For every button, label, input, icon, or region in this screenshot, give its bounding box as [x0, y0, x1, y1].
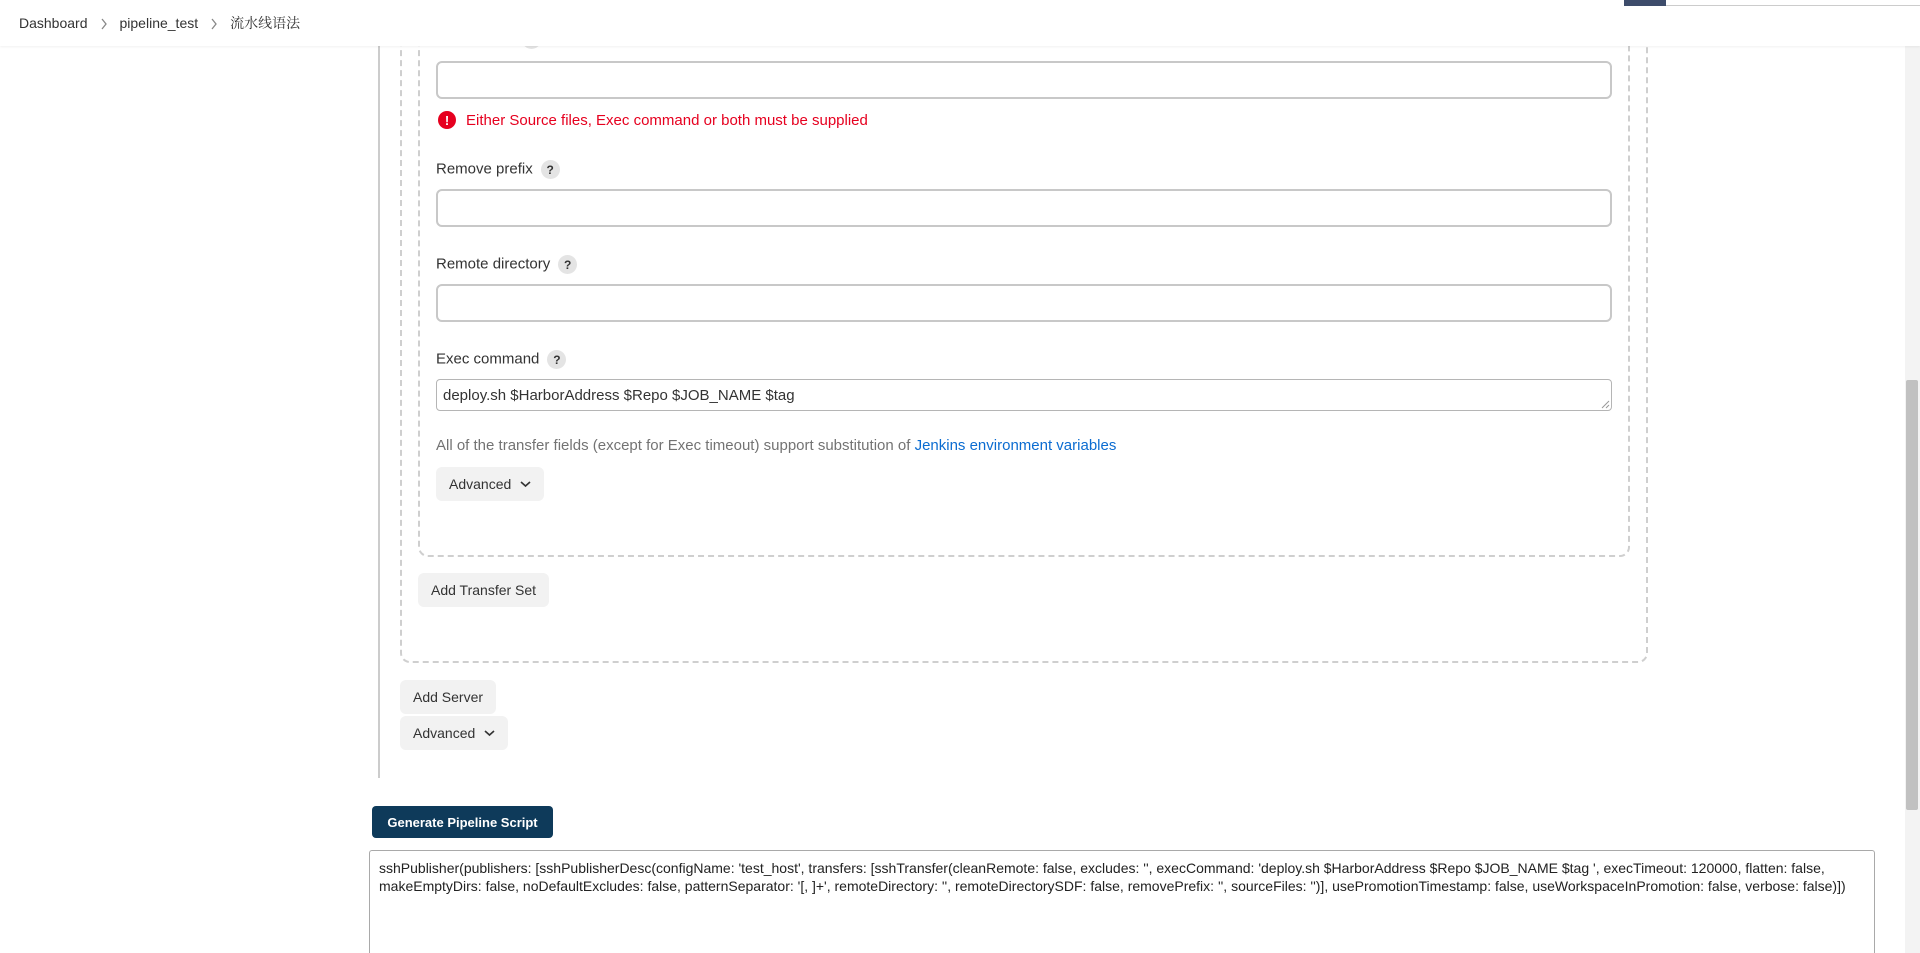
remote-directory-label-text: Remote directory [436, 255, 551, 273]
chevron-down-icon [484, 729, 495, 737]
resize-handle-icon[interactable] [1600, 399, 1610, 409]
scrollbar-thumb[interactable] [1906, 380, 1918, 810]
exec-command-label [436, 350, 566, 369]
divider [1666, 5, 1920, 6]
substitution-hint [436, 437, 1116, 454]
remote-directory-input[interactable] [436, 284, 1612, 322]
help-icon[interactable]: ? [541, 160, 560, 179]
section-divider [378, 46, 380, 778]
breadcrumb-pipeline-test[interactable]: pipeline_test [119, 15, 199, 31]
advanced-transfer-label: Advanced [449, 476, 512, 492]
chevron-down-icon [520, 480, 531, 488]
advanced-server-button[interactable] [400, 716, 508, 750]
validation-error [438, 111, 868, 129]
add-transfer-set-button[interactable] [418, 573, 549, 607]
breadcrumb-pipeline-syntax[interactable]: 流水线语法 [230, 15, 301, 31]
add-transfer-set-label: Add Transfer Set [431, 582, 537, 598]
hint-text: All of the transfer fields (except for Exec timeout) support substitution of [436, 437, 915, 454]
help-icon[interactable]: ? [547, 350, 566, 369]
remove-prefix-input[interactable] [436, 189, 1612, 227]
remove-prefix-label [436, 160, 560, 179]
source-files-input[interactable] [436, 61, 1612, 99]
add-server-label: Add Server [413, 689, 484, 705]
add-server-button[interactable] [400, 680, 496, 714]
chevron-right-icon [198, 16, 230, 30]
generated-script-output[interactable] [369, 850, 1875, 953]
exec-command-input[interactable] [436, 379, 1612, 411]
thumbnail-image [1624, 0, 1666, 6]
remove-prefix-label-text: Remove prefix [436, 160, 533, 178]
error-message: Either Source files, Exec command or both must be supplied [466, 111, 868, 129]
jenkins-env-vars-link[interactable]: Jenkins environment variables [914, 437, 1117, 454]
breadcrumb-dashboard[interactable]: Dashboard [19, 15, 88, 31]
chevron-right-icon [88, 16, 120, 30]
generate-pipeline-script-button[interactable]: Generate Pipeline Script [372, 806, 553, 838]
breadcrumb [0, 0, 1920, 46]
remote-directory-label [436, 255, 577, 274]
advanced-server-label: Advanced [413, 725, 476, 741]
exec-command-label-text: Exec command [436, 350, 540, 368]
error-icon: ! [438, 111, 456, 129]
help-icon[interactable]: ? [558, 255, 577, 274]
advanced-transfer-button[interactable] [436, 467, 544, 501]
